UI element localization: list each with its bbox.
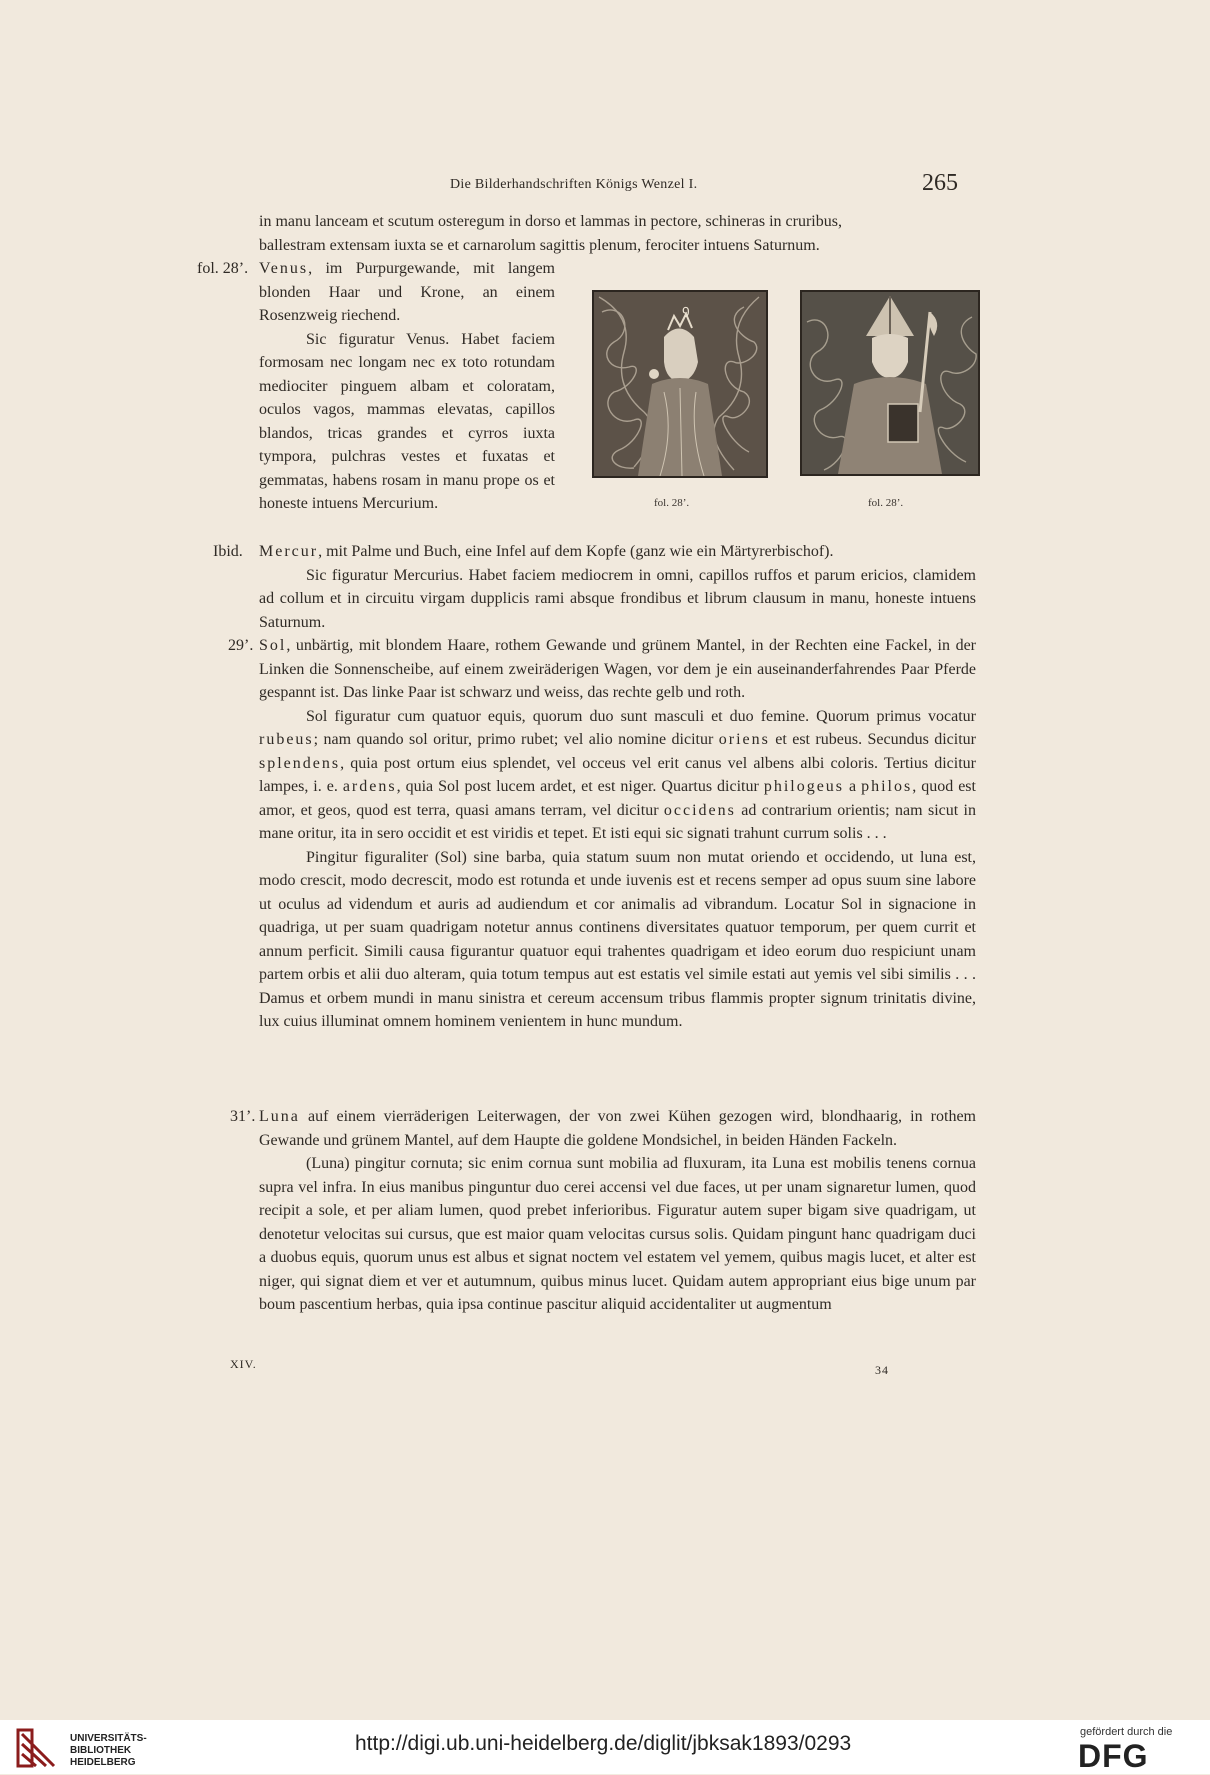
text-run: , quod est amor, et geos, quod est terra, quasi amans terram, vel dicitur	[259, 778, 976, 819]
folio-reference: fol. 28’.	[197, 260, 249, 277]
figure-venus-miniature	[592, 290, 768, 478]
text-block-opening	[259, 210, 976, 257]
emphasis: oriens	[718, 731, 770, 748]
latin-paragraph	[259, 705, 976, 846]
figure-name: Luna	[259, 1108, 300, 1125]
latin-paragraph: Sic figuratur Mercurius. Habet faciem mediocrem in omni, capillos ruffos et parum ericios, clamidem ad collum et in circuitu virgam dupplicis rami absque frondibus et librum clausum in manu, honeste intuens Saturnum.	[259, 566, 976, 631]
text-run: a	[844, 778, 862, 795]
text-line: ballestram extensam iuxta se et carnarolum sagittis plenum, ferociter intuens Saturnum.	[259, 236, 820, 254]
text-block-luna	[259, 1105, 976, 1317]
text-run: , unbärtig, mit blondem Haare, rothem Gewande und grünem Mantel, in der Rechten eine Fackel, in der Linken die Sonnenscheibe, auf einem zweiräderigen Wagen, vor dem je ein auseinanderfahrendes Paar Pferde gespannt ist. Das linke Paar ist schwarz und weiss, das rechte gelb und roth.	[259, 637, 976, 701]
page-number: 265	[922, 170, 958, 196]
text-run: , quia post ortum eius splendet, vel occeus vel erit canus vel albens albi coloris. Tertius dicitur lampes, i. e.	[259, 754, 976, 795]
emphasis: occidens	[663, 801, 736, 819]
latin-paragraph: Sic figuratur Venus. Habet faciem formosam nec longam nec ex toto rotundam mediociter pinguem albam et coloratam, oculos vagos, mammas elevatas, capillos blandos, tricas grandes et cyrros iuxta tympora, pulchras vestes et fuxatas et gemmatas, habens rosam in manu prope os et honeste intuens Mercurium.	[259, 330, 555, 512]
text-run: , im Purpurgewande, mit langem blonden Haar und Krone, an einem Rosenzweig riechend.	[259, 260, 555, 324]
library-logo-icon	[16, 1728, 58, 1768]
figure-name: Mercur	[259, 543, 319, 560]
funder-label: gefördert durch die	[1080, 1726, 1173, 1738]
emphasis: splendens	[259, 754, 341, 772]
text-line: in manu lanceam et scutum osteregum in dorso et lammas in pectore, schineras in cruribus,	[259, 213, 842, 230]
folio-reference: 29’.	[228, 637, 254, 654]
figure-name: Venus	[259, 260, 309, 277]
text-run: ad contrarium orientis; nam sicut in mane oritur, ita in sero occidit et est viridis et tepet. Et isti equi sic signati trahunt currum solis . . .	[259, 801, 976, 842]
folio-reference: Ibid.	[213, 543, 243, 560]
latin-paragraph: (Luna) pingitur cornuta; sic enim cornua sunt mobilia ad fluxuram, ita Luna est mobilis tenens cornua supra vel infra. In eius manibus pinguntur duo cerei accensi vel due faces, ut per unam signaretur lumen, quod recipit a sole, et per aliam lumen, quod prebet inferioribus. Figuratur autem super bigam sive quadrigam, ut denotetur velocitas sui cursus, que est maior quam velocitas cursus solis. Quidam pingunt hanc quadrigam duci a duobus equis, quorum unus est albus et signat noctem vel estatem vel yemem, quibus magis lucet, et alter est niger, qui signat diem et ver et autumnum, quibus minus lucet. Quidam autem appropriant eius bige unum par boum pascentium herbas, quia ipsa continue pascitur aliquid accidentaliter ut augmentum	[259, 1155, 976, 1313]
signature-mark: XIV.	[230, 1357, 257, 1371]
emphasis: rubeus	[259, 731, 314, 748]
text-run: ; nam quando sol oritur, primo rubet; vel alio nomine dicitur	[313, 731, 719, 748]
signature-number: 34	[875, 1363, 889, 1377]
figure-caption: fol. 28’.	[654, 497, 690, 509]
figure-name: Sol	[259, 637, 287, 654]
folio-reference: 31’.	[230, 1108, 256, 1125]
document-url-link[interactable]: http://digi.ub.uni-heidelberg.de/diglit/jbksak1893/0293	[355, 1732, 852, 1755]
latin-paragraph: Pingitur figuraliter (Sol) sine barba, quia statum suum non mutat oriendo et occidendo, ut luna est, modo crescit, modo decrescit, modo est rotunda et unde iuvenis est et recens semper ad opus suum sine labore ut oculus ad videndum et auris ad audiendum et cor animalis ad vibrandum. Locatur Sol in signacione in quadriga, ut per suam quadrigam notetur annus continens diversitates quatuor temporum, per quem currit et annum perficit. Simili causa figurantur quatuor equi trahentes quadrigam et ideo eorum duo respiciunt unam partem orbis et alii duo alteram, quia totum tempus aut est estatis vel simile estati aut yemis vel sibi similis . . . Damus et orbem mundi in manu sinistra et cereum accensum tribus flammis propter signum trinitatis divine, lux cuius illuminat omnem hominem venientem in hunc mundum.	[259, 848, 976, 1030]
figure-mercury-miniature	[800, 290, 980, 476]
text-run: , quia Sol post lucem ardet, et est niger. Quartus dicitur	[396, 778, 764, 795]
dfg-logo: DFG	[1078, 1738, 1149, 1774]
emphasis: ardens	[342, 778, 397, 795]
text-run: Sol figuratur cum quatuor equis, quorum duo sunt masculi et duo femine. Quorum primus vocatur	[306, 707, 976, 725]
text-block-mercur	[259, 540, 976, 634]
text-block-sol	[259, 634, 976, 1034]
figure-caption: fol. 28’.	[868, 497, 904, 509]
text-run: , mit Palme und Buch, eine Infel auf dem Kopfe (ganz wie ein Märtyrerbischof).	[318, 543, 834, 560]
text-run: auf einem vierräderigen Leiterwagen, der von zwei Kühen gezogen wird, blondhaarig, in rothem Gewande und grünem Mantel, auf dem Haupte die goldene Mondsichel, in beiden Händen Fackeln.	[259, 1108, 976, 1149]
text-run: et est rubeus. Secundus dicitur	[769, 731, 976, 748]
text-block-venus	[259, 257, 555, 516]
running-title: Die Bilderhandschriften Königs Wenzel I.	[450, 177, 698, 192]
library-name: UNIVERSITÄTS- BIBLIOTHEK HEIDELBERG	[70, 1733, 147, 1768]
emphasis: philogeus	[763, 778, 845, 795]
svg-text:ꝯ: ꝯ	[682, 303, 690, 318]
emphasis: philos	[861, 778, 913, 795]
